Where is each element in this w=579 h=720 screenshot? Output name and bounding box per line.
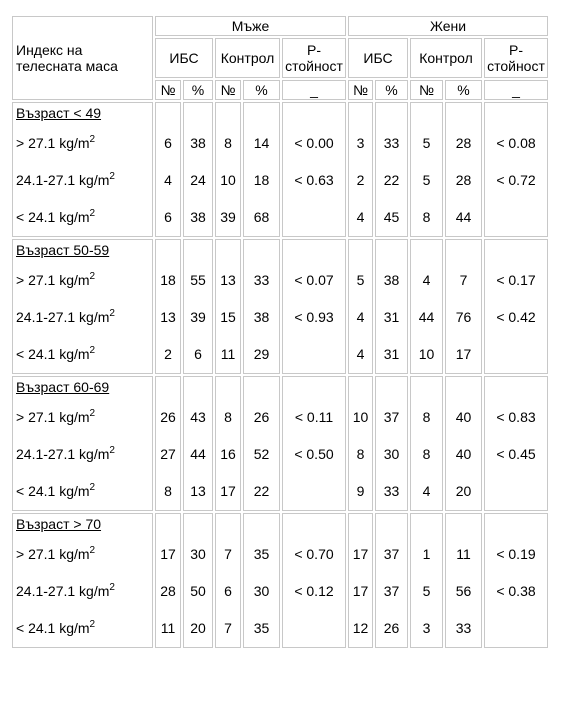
group-label-cell xyxy=(12,376,153,511)
m-ctl-n-cell xyxy=(215,239,241,374)
f-ctl-p-cell xyxy=(445,239,482,374)
m-ctl-p-cell xyxy=(243,239,280,374)
value: 55 xyxy=(190,272,206,288)
spacer xyxy=(244,240,279,262)
spacer xyxy=(244,377,279,399)
spacer xyxy=(411,103,442,125)
spacer xyxy=(156,377,180,399)
bmi-category-text: < 24.1 kg/m xyxy=(16,209,90,225)
m-ctl-n-cell xyxy=(215,376,241,511)
spacer xyxy=(283,240,345,262)
spacer xyxy=(446,514,481,536)
value: 39 xyxy=(190,309,206,325)
value: 5 xyxy=(422,135,431,151)
value: 11 xyxy=(160,620,176,636)
value: < 0.07 xyxy=(294,272,334,288)
women-control-header: Контрол xyxy=(410,38,482,78)
value: 38 xyxy=(190,209,206,225)
spacer xyxy=(184,240,212,262)
num-header: № xyxy=(410,80,443,100)
value: 68 xyxy=(253,209,270,225)
m-ibs-p-cell xyxy=(183,102,213,237)
age-group-label: Възраст 50-59 xyxy=(16,242,110,258)
value xyxy=(283,473,345,510)
bmi-category xyxy=(16,473,152,510)
table-container xyxy=(10,14,550,650)
spacer xyxy=(184,514,212,536)
f-ibs-p-cell xyxy=(375,102,408,237)
age-group-label: Възраст < 49 xyxy=(16,105,102,121)
value: < 0.00 xyxy=(294,135,334,151)
bmi-category xyxy=(16,573,152,610)
value: 17 xyxy=(352,546,369,562)
f-ibs-n-cell xyxy=(348,239,373,374)
bmi-category-text: < 24.1 kg/m xyxy=(16,620,90,636)
value: 11 xyxy=(456,546,471,562)
spacer xyxy=(485,103,547,125)
m-ibs-p-cell xyxy=(183,513,213,648)
value: 10 xyxy=(418,346,435,362)
group-row xyxy=(12,513,548,648)
value xyxy=(485,336,547,373)
f-ctl-p-cell xyxy=(445,513,482,648)
value: 7 xyxy=(224,620,232,636)
f-ctl-n-cell xyxy=(410,376,443,511)
m-pv-cell xyxy=(282,102,346,237)
value: 15 xyxy=(220,309,236,325)
bmi-category-text: 24.1-27.1 kg/m xyxy=(16,172,110,188)
pct-header: % xyxy=(445,80,482,100)
unit-superscript: 2 xyxy=(109,308,115,319)
bmi-category xyxy=(16,336,152,373)
value: 28 xyxy=(455,135,472,151)
spacer xyxy=(216,240,240,262)
pct-header: % xyxy=(183,80,213,100)
spacer xyxy=(283,514,345,536)
value: 5 xyxy=(422,583,431,599)
value: < 0.38 xyxy=(496,583,536,599)
value: 28 xyxy=(160,583,176,599)
m-ctl-p-cell xyxy=(243,376,280,511)
bmi-category-text: > 27.1 kg/m xyxy=(16,135,90,151)
value: 8 xyxy=(356,446,365,462)
bmi-category xyxy=(16,262,152,299)
value xyxy=(283,199,345,236)
bmi-category xyxy=(16,162,152,199)
value: 27 xyxy=(160,446,176,462)
value: 16 xyxy=(220,446,236,462)
value: 31 xyxy=(383,346,400,362)
age-group-label: Възраст 60-69 xyxy=(16,379,110,395)
value: 2 xyxy=(164,346,172,362)
f-ctl-n-cell xyxy=(410,239,443,374)
value: 31 xyxy=(383,309,400,325)
value: 11 xyxy=(220,346,236,362)
dash-header: _ xyxy=(282,80,346,100)
f-ctl-p-cell xyxy=(445,102,482,237)
value: 4 xyxy=(356,309,365,325)
m-pv-cell xyxy=(282,239,346,374)
spacer xyxy=(485,240,547,262)
spacer xyxy=(349,103,372,125)
spacer xyxy=(349,240,372,262)
value: 17 xyxy=(160,546,176,562)
m-ibs-n-cell xyxy=(155,102,181,237)
women-ibs-header: ИБС xyxy=(348,38,408,78)
value: 43 xyxy=(190,409,206,425)
value: 37 xyxy=(383,546,400,562)
f-pv-cell xyxy=(484,513,548,648)
group-label-cell xyxy=(12,513,153,648)
bmi-category-text: 24.1-27.1 kg/m xyxy=(16,309,110,325)
unit-superscript: 2 xyxy=(109,582,115,593)
value: 8 xyxy=(422,409,431,425)
spacer xyxy=(376,377,407,399)
value: < 0.72 xyxy=(496,172,536,188)
value: 38 xyxy=(253,309,270,325)
women-header: Жени xyxy=(348,16,548,36)
value: 38 xyxy=(190,135,206,151)
value xyxy=(485,473,547,510)
value: 17 xyxy=(352,583,369,599)
num-header: № xyxy=(155,80,181,100)
value: 37 xyxy=(383,583,400,599)
pct-header: % xyxy=(375,80,408,100)
spacer xyxy=(156,103,180,125)
spacer xyxy=(349,514,372,536)
m-ibs-p-cell xyxy=(183,376,213,511)
value: 5 xyxy=(356,272,365,288)
value: 8 xyxy=(422,209,431,225)
value: 6 xyxy=(194,346,202,362)
value xyxy=(485,199,547,236)
value: 29 xyxy=(253,346,270,362)
spacer xyxy=(411,377,442,399)
f-pv-cell xyxy=(484,102,548,237)
bmi-category xyxy=(16,436,152,473)
value: < 0.50 xyxy=(294,446,334,462)
value: 8 xyxy=(422,446,431,462)
f-ctl-p-cell xyxy=(445,376,482,511)
value: 33 xyxy=(253,272,270,288)
value: 2 xyxy=(356,172,365,188)
bmi-category-text: 24.1-27.1 kg/m xyxy=(16,583,110,599)
value: 38 xyxy=(383,272,400,288)
value: < 0.12 xyxy=(294,583,334,599)
f-ibs-n-cell xyxy=(348,513,373,648)
m-ctl-p-cell xyxy=(243,513,280,648)
group-row xyxy=(12,102,548,237)
spacer xyxy=(156,514,180,536)
unit-superscript: 2 xyxy=(89,208,96,219)
pct-header: % xyxy=(243,80,280,100)
value: 20 xyxy=(190,620,206,636)
value: 50 xyxy=(190,583,206,599)
value: 3 xyxy=(356,135,365,151)
f-ctl-n-cell xyxy=(410,102,443,237)
f-ibs-p-cell xyxy=(375,376,408,511)
value: < 0.11 xyxy=(294,409,334,425)
value: 8 xyxy=(224,409,232,425)
value: 13 xyxy=(160,309,176,325)
spacer xyxy=(216,514,240,536)
value xyxy=(283,610,345,647)
unit-superscript: 2 xyxy=(89,134,96,145)
unit-superscript: 2 xyxy=(89,345,96,356)
spacer xyxy=(156,240,180,262)
value: 22 xyxy=(383,172,400,188)
spacer xyxy=(376,514,407,536)
value: 5 xyxy=(422,172,431,188)
value: < 0.83 xyxy=(496,409,536,425)
unit-superscript: 2 xyxy=(89,619,96,630)
value: 35 xyxy=(253,620,270,636)
value: 44 xyxy=(418,309,435,325)
value: 4 xyxy=(356,209,365,225)
value: < 0.63 xyxy=(294,172,334,188)
spacer xyxy=(244,103,279,125)
m-ibs-n-cell xyxy=(155,239,181,374)
value: 33 xyxy=(455,620,472,636)
value: 9 xyxy=(356,483,365,499)
value: 6 xyxy=(224,583,232,599)
spacer xyxy=(283,103,345,125)
value: 18 xyxy=(160,272,176,288)
value: 12 xyxy=(352,620,369,636)
table-body xyxy=(12,102,548,648)
f-ibs-p-cell xyxy=(375,239,408,374)
unit-superscript: 2 xyxy=(109,171,115,182)
value: 22 xyxy=(253,483,270,499)
spacer xyxy=(216,103,240,125)
value: 6 xyxy=(164,209,172,225)
m-pv-cell xyxy=(282,513,346,648)
value xyxy=(283,336,345,373)
value: 13 xyxy=(190,483,206,499)
value: 20 xyxy=(455,483,472,499)
value: 26 xyxy=(383,620,400,636)
value xyxy=(485,610,547,647)
bmi-category-text: > 27.1 kg/m xyxy=(16,409,90,425)
unit-superscript: 2 xyxy=(89,482,96,493)
bmi-category-text: < 24.1 kg/m xyxy=(16,483,90,499)
unit-superscript: 2 xyxy=(89,545,96,556)
spacer xyxy=(283,377,345,399)
bmi-category xyxy=(16,399,152,436)
f-ibs-n-cell xyxy=(348,102,373,237)
value: 40 xyxy=(455,409,472,425)
spacer xyxy=(446,240,481,262)
m-ibs-n-cell xyxy=(155,513,181,648)
m-ctl-p-cell xyxy=(243,102,280,237)
value: 18 xyxy=(253,172,270,188)
spacer xyxy=(376,240,407,262)
value: 33 xyxy=(383,483,400,499)
value: < 0.93 xyxy=(294,309,334,325)
value: < 0.70 xyxy=(294,546,334,562)
spacer xyxy=(184,377,212,399)
value: 8 xyxy=(224,135,232,151)
value: 44 xyxy=(455,209,472,225)
value: 10 xyxy=(352,409,369,425)
m-ctl-n-cell xyxy=(215,102,241,237)
value: < 0.17 xyxy=(496,272,536,288)
value: 52 xyxy=(253,446,270,462)
value: 39 xyxy=(220,209,236,225)
spacer xyxy=(411,514,442,536)
value: 7 xyxy=(224,546,232,562)
spacer xyxy=(376,103,407,125)
bmi-header: Индекс на телесната маса xyxy=(12,16,153,100)
spacer xyxy=(446,103,481,125)
spacer xyxy=(446,377,481,399)
unit-superscript: 2 xyxy=(89,408,96,419)
value: 30 xyxy=(190,546,206,562)
value: 40 xyxy=(455,446,472,462)
value: 7 xyxy=(459,272,468,288)
men-pvalue-header: P-стойност xyxy=(282,38,346,78)
spacer xyxy=(184,103,212,125)
f-ibs-p-cell xyxy=(375,513,408,648)
value: < 0.08 xyxy=(496,135,536,151)
value: 13 xyxy=(220,272,236,288)
bmi-category-text: < 24.1 kg/m xyxy=(16,346,90,362)
f-ctl-n-cell xyxy=(410,513,443,648)
spacer xyxy=(244,514,279,536)
f-ibs-n-cell xyxy=(348,376,373,511)
value: 10 xyxy=(220,172,236,188)
num-header: № xyxy=(215,80,241,100)
m-ibs-n-cell xyxy=(155,376,181,511)
unit-superscript: 2 xyxy=(89,271,96,282)
f-pv-cell xyxy=(484,376,548,511)
m-pv-cell xyxy=(282,376,346,511)
bmi-category xyxy=(16,199,152,236)
spacer xyxy=(216,377,240,399)
bmi-category xyxy=(16,536,152,573)
value: 30 xyxy=(253,583,270,599)
value: 56 xyxy=(455,583,472,599)
num-header: № xyxy=(348,80,373,100)
bmi-category-text: 24.1-27.1 kg/m xyxy=(16,446,110,462)
value: 26 xyxy=(253,409,270,425)
group-row xyxy=(12,239,548,374)
spacer xyxy=(349,377,372,399)
bmi-category xyxy=(16,125,152,162)
value: 24 xyxy=(190,172,206,188)
value: 3 xyxy=(422,620,431,636)
bmi-category xyxy=(16,610,152,647)
value: 76 xyxy=(455,309,472,325)
value: 17 xyxy=(220,483,236,499)
spacer xyxy=(411,240,442,262)
unit-superscript: 2 xyxy=(109,445,115,456)
spacer xyxy=(485,377,547,399)
value: 14 xyxy=(253,135,270,151)
value: 45 xyxy=(383,209,400,225)
value: < 0.42 xyxy=(496,309,536,325)
value: 26 xyxy=(160,409,176,425)
men-control-header: Контрол xyxy=(215,38,280,78)
bmi-category xyxy=(16,299,152,336)
value: 44 xyxy=(190,446,206,462)
value: < 0.45 xyxy=(496,446,536,462)
group-row xyxy=(12,376,548,511)
value: 37 xyxy=(383,409,400,425)
spacer xyxy=(485,514,547,536)
value: 4 xyxy=(422,483,431,499)
group-label-cell xyxy=(12,102,153,237)
value: < 0.19 xyxy=(496,546,536,562)
m-ibs-p-cell xyxy=(183,239,213,374)
bmi-category-text: > 27.1 kg/m xyxy=(16,546,90,562)
value: 4 xyxy=(422,272,431,288)
men-ibs-header: ИБС xyxy=(155,38,213,78)
value: 6 xyxy=(164,135,172,151)
group-label-cell xyxy=(12,239,153,374)
age-group-label: Възраст > 70 xyxy=(16,516,102,532)
value: 35 xyxy=(253,546,270,562)
value: 30 xyxy=(383,446,400,462)
m-ctl-n-cell xyxy=(215,513,241,648)
men-header: Мъже xyxy=(155,16,346,36)
value: 28 xyxy=(455,172,472,188)
value: 33 xyxy=(383,135,400,151)
value: 17 xyxy=(455,346,472,362)
value: 1 xyxy=(422,546,431,562)
dash-header: _ xyxy=(484,80,548,100)
bmi-table xyxy=(10,14,550,650)
value: 8 xyxy=(164,483,172,499)
value: 4 xyxy=(356,346,365,362)
f-pv-cell xyxy=(484,239,548,374)
value: 4 xyxy=(164,172,172,188)
women-pvalue-header: P-стойност xyxy=(484,38,548,78)
bmi-category-text: > 27.1 kg/m xyxy=(16,272,90,288)
